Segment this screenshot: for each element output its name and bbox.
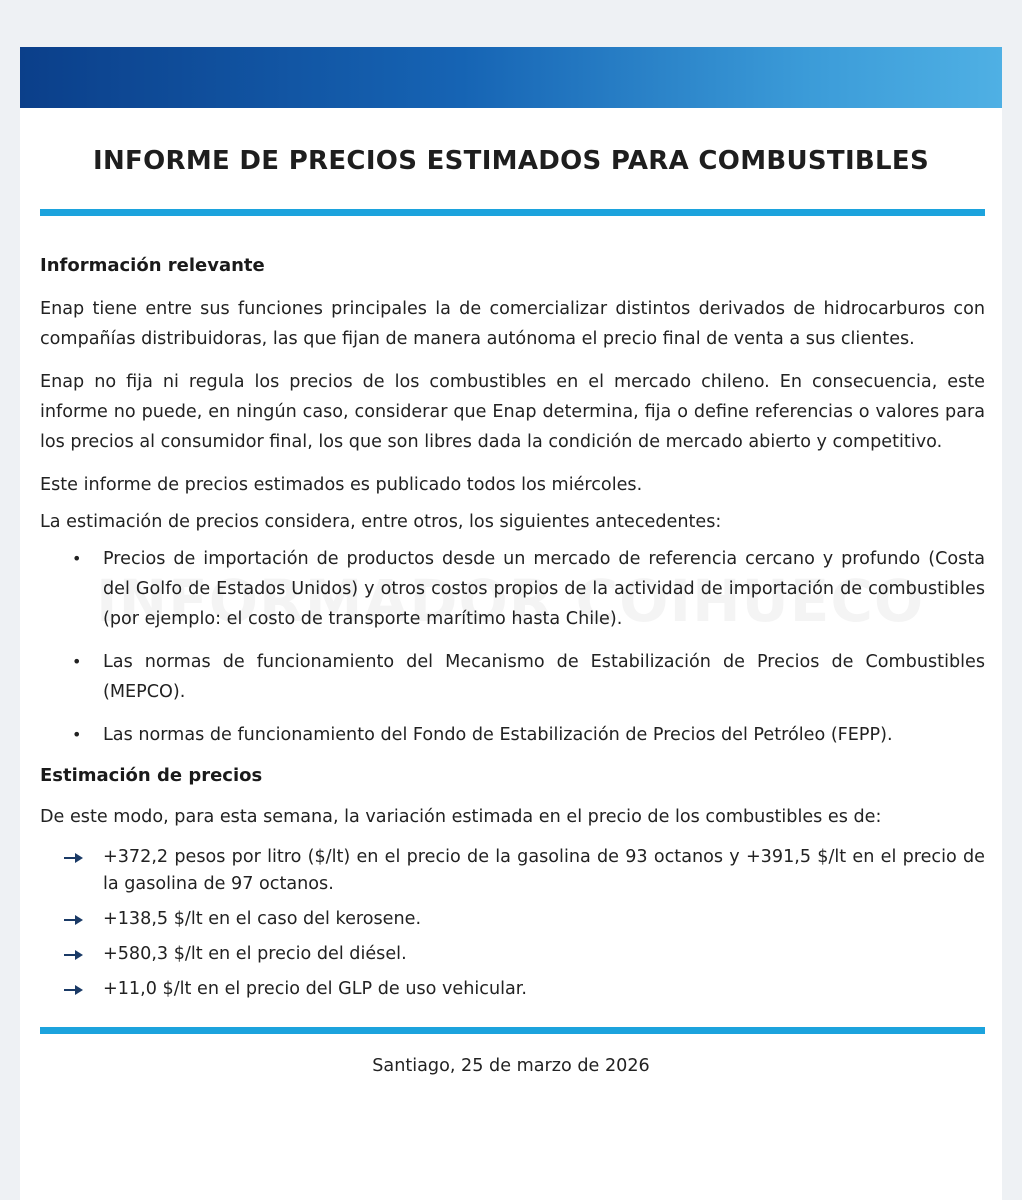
- arrow-right-icon: [64, 914, 84, 926]
- antecedents-list: [40, 544, 985, 750]
- bullet-icon: •: [72, 549, 82, 568]
- section-heading-estimation: Estimación de precios: [40, 765, 263, 786]
- page-title: INFORME DE PRECIOS ESTIMADOS PARA COMBUSTIBLES: [93, 146, 929, 176]
- bottom-divider: [40, 1027, 985, 1034]
- section-heading-info: Información relevante: [40, 255, 265, 276]
- list-item-text: +372,2 pesos por litro ($/lt) en el precio de la gasolina de 93 octanos y +391,5 $/lt en el precio de la gasolina de 97 octanos.: [103, 847, 985, 894]
- list-item-text: Las normas de funcionamiento del Fondo de Estabilización de Precios del Petróleo (FEPP).: [103, 725, 893, 745]
- list-item: [40, 720, 985, 750]
- list-item: [40, 544, 985, 634]
- list-item: [40, 941, 985, 968]
- paragraph-3: Este informe de precios estimados es publicado todos los miércoles.: [40, 475, 643, 495]
- arrow-right-icon: [64, 949, 84, 961]
- list-item: [40, 844, 985, 898]
- document-page: [20, 47, 1002, 1200]
- paragraph-2: Enap no fija ni regula los precios de los combustibles en el mercado chileno. En consecuencia, este informe no puede, en ningún caso, considerar que Enap determina, fija o define referencias o valores para los precios al consumidor final, los que son libres dada la condición de mercado abierto y competitivo.: [40, 372, 985, 452]
- footer-date: Santiago, 25 de marzo de 2026: [372, 1056, 650, 1076]
- paragraph-4: La estimación de precios considera, entre otros, los siguientes antecedentes:: [40, 512, 722, 532]
- paragraph-1: Enap tiene entre sus funciones principales la de comercializar distintos derivados de hidrocarburos con compañías distribuidoras, las que fijan de manera autónoma el precio final de venta a sus clientes.: [40, 299, 985, 349]
- arrow-right-icon: [64, 984, 84, 996]
- document-body: [20, 251, 1002, 1003]
- bullet-icon: •: [72, 652, 82, 671]
- bullet-icon: •: [72, 725, 82, 744]
- list-item-text: +138,5 $/lt en el caso del kerosene.: [103, 909, 422, 929]
- list-item: [40, 906, 985, 933]
- estimation-intro: De este modo, para esta semana, la variación estimada en el precio de los combustibles es de:: [40, 807, 882, 827]
- list-item: [40, 976, 985, 1003]
- list-item-text: Precios de importación de productos desde un mercado de referencia cercano y profundo (Costa del Golfo de Estados Unidos) y otros costos propios de la actividad de importación de combustibles (por ejemplo: el costo de transporte marítimo hasta Chile).: [103, 549, 985, 629]
- arrow-right-icon: [64, 852, 84, 864]
- list-item-text: +580,3 $/lt en el precio del diésel.: [103, 944, 407, 964]
- header-banner: [20, 47, 1002, 108]
- list-item-text: Las normas de funcionamiento del Mecanismo de Estabilización de Precios de Combustibles (MEPCO).: [103, 652, 985, 702]
- top-divider: [40, 209, 985, 216]
- price-variation-list: [40, 844, 985, 1003]
- list-item-text: +11,0 $/lt en el precio del GLP de uso vehicular.: [103, 979, 527, 999]
- list-item: [40, 647, 985, 707]
